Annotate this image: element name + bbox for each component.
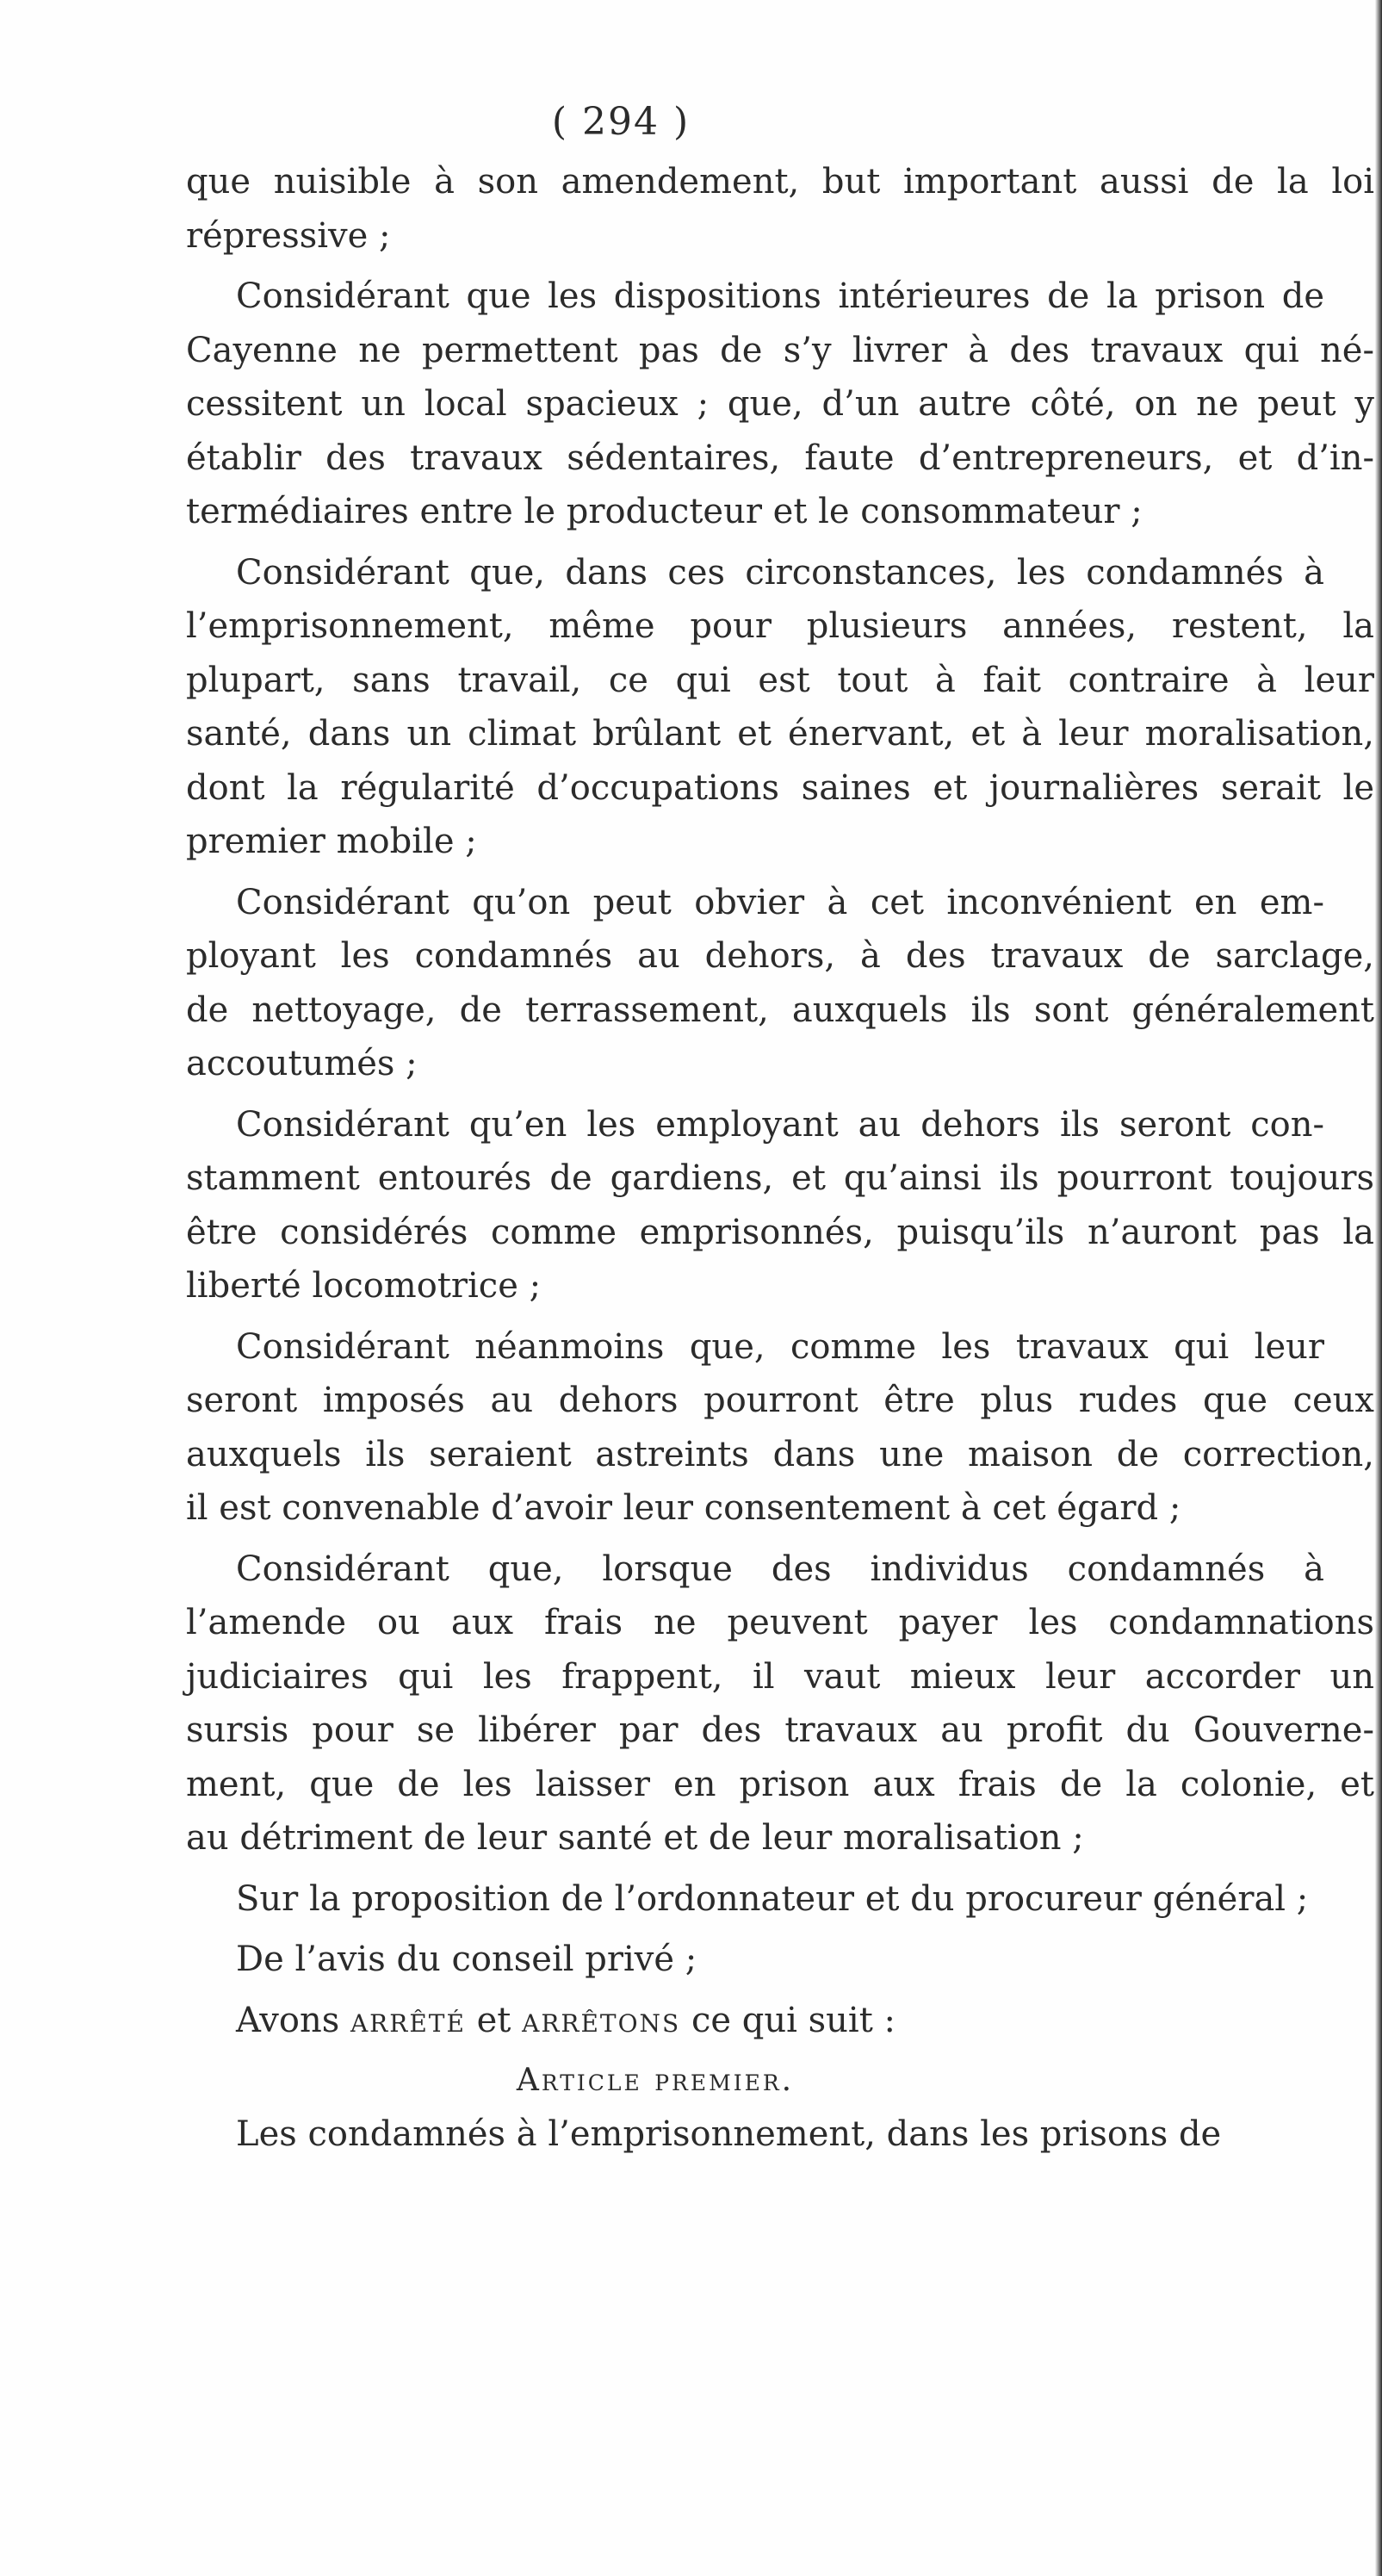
text-line: auxquels ils seraient astreints dans une maison de correction, bbox=[186, 1434, 1374, 1474]
text-line: Les condamnés à l’emprisonnement, dans les prisons de bbox=[236, 2114, 1222, 2154]
text-line: Sur la proposition de l’ordonnateur et du procureur général ; bbox=[236, 1878, 1309, 1919]
text-line: accoutumés ; bbox=[186, 1044, 418, 1083]
text-line: Considérant néanmoins que, comme les travaux qui leur bbox=[236, 1326, 1324, 1367]
text-line: que nuisible à son amendement, but important aussi de la loi bbox=[186, 162, 1374, 202]
text-line: De l’avis du conseil privé ; bbox=[236, 1940, 697, 1979]
paragraph bbox=[186, 1872, 1382, 1927]
paragraph bbox=[186, 546, 1382, 869]
text-line: sursis pour se libérer par des travaux au profit du Gouverne- bbox=[186, 1710, 1374, 1750]
text-line: ment, que de les laisser en prison aux frais de la colonie, et bbox=[186, 1764, 1374, 1804]
text-line: Considérant que les dispositions intérieures de la prison de bbox=[236, 276, 1324, 316]
text-block bbox=[186, 96, 1382, 2169]
text-line: de nettoyage, de terrassement, auxquels ils sont généralement bbox=[186, 990, 1374, 1030]
text-line: l’emprisonnement, même pour plusieurs années, restent, la bbox=[186, 606, 1374, 646]
text-line: Considérant qu’on peut obvier à cet inconvénient en em- bbox=[236, 882, 1324, 922]
text-line: être considérés comme emprisonnés, puisqu’ils n’auront pas la bbox=[186, 1212, 1374, 1252]
decree-word-arrete: arrêté bbox=[350, 2000, 466, 2040]
decree-suffix: ce qui suit : bbox=[680, 2000, 896, 2040]
text-line: au détriment de leur santé et de leur moralisation ; bbox=[186, 1818, 1084, 1858]
paragraph bbox=[186, 1098, 1382, 1313]
text-line: termédiaires entre le producteur et le consommateur ; bbox=[186, 492, 1143, 531]
text-line: Considérant que, dans ces circonstances, les condamnés à bbox=[236, 552, 1324, 593]
text-line: il est convenable d’avoir leur consentement à cet égard ; bbox=[186, 1488, 1181, 1528]
text-line: Considérant que, lorsque des individus condamnés à bbox=[236, 1549, 1324, 1589]
text-line: répressive ; bbox=[186, 215, 391, 256]
article-body bbox=[186, 2107, 1382, 2162]
article-heading: Article premier. bbox=[516, 2063, 795, 2098]
paragraph bbox=[186, 1933, 1382, 1987]
text-line: ployant les condamnés au dehors, à des travaux de sarclage, bbox=[186, 936, 1374, 976]
text-line: santé, dans un climat brûlant et énervant, et à leur moralisation, bbox=[186, 714, 1374, 754]
paragraph bbox=[186, 1320, 1382, 1536]
paragraph bbox=[186, 155, 1382, 263]
text-line: Cayenne ne permettent pas de s’y livrer à des travaux qui né- bbox=[186, 330, 1374, 370]
text-line: liberté locomotrice ; bbox=[186, 1266, 542, 1306]
text-line: judiciaires qui les frappent, il vaut mieux leur accorder un bbox=[186, 1656, 1374, 1697]
paragraph bbox=[186, 1542, 1382, 1865]
text-line: établir des travaux sédentaires, faute d’entrepreneurs, et d’in- bbox=[186, 438, 1374, 478]
text-line: seront imposés au dehors pourront être plus rudes que ceux bbox=[186, 1381, 1374, 1420]
text-line: plupart, sans travail, ce qui est tout à fait contraire à leur bbox=[186, 660, 1374, 700]
paragraph-list bbox=[186, 155, 1382, 1987]
text-line: dont la régularité d’occupations saines et journalières serait le bbox=[186, 767, 1374, 808]
paragraph bbox=[186, 270, 1382, 539]
text-line: l’amende ou aux frais ne peuvent payer les condamnations bbox=[186, 1603, 1374, 1642]
paragraph bbox=[186, 876, 1382, 1091]
text-line: stamment entourés de gardiens, et qu’ainsi ils pourront toujours bbox=[186, 1158, 1374, 1198]
decree-word-arretons: arrêtons bbox=[522, 2000, 681, 2040]
decree-line bbox=[186, 1994, 1382, 2048]
text-line: premier mobile ; bbox=[186, 822, 477, 861]
page-number: ( 294 ) bbox=[551, 100, 691, 144]
text-line: cessitent un local spacieux ; que, d’un autre côté, on ne peut y bbox=[186, 384, 1374, 424]
decree-middle: et bbox=[465, 2000, 523, 2040]
text-line: Considérant qu’en les employant au dehors ils seront con- bbox=[236, 1104, 1324, 1145]
decree-prefix: Avons bbox=[236, 2000, 350, 2040]
